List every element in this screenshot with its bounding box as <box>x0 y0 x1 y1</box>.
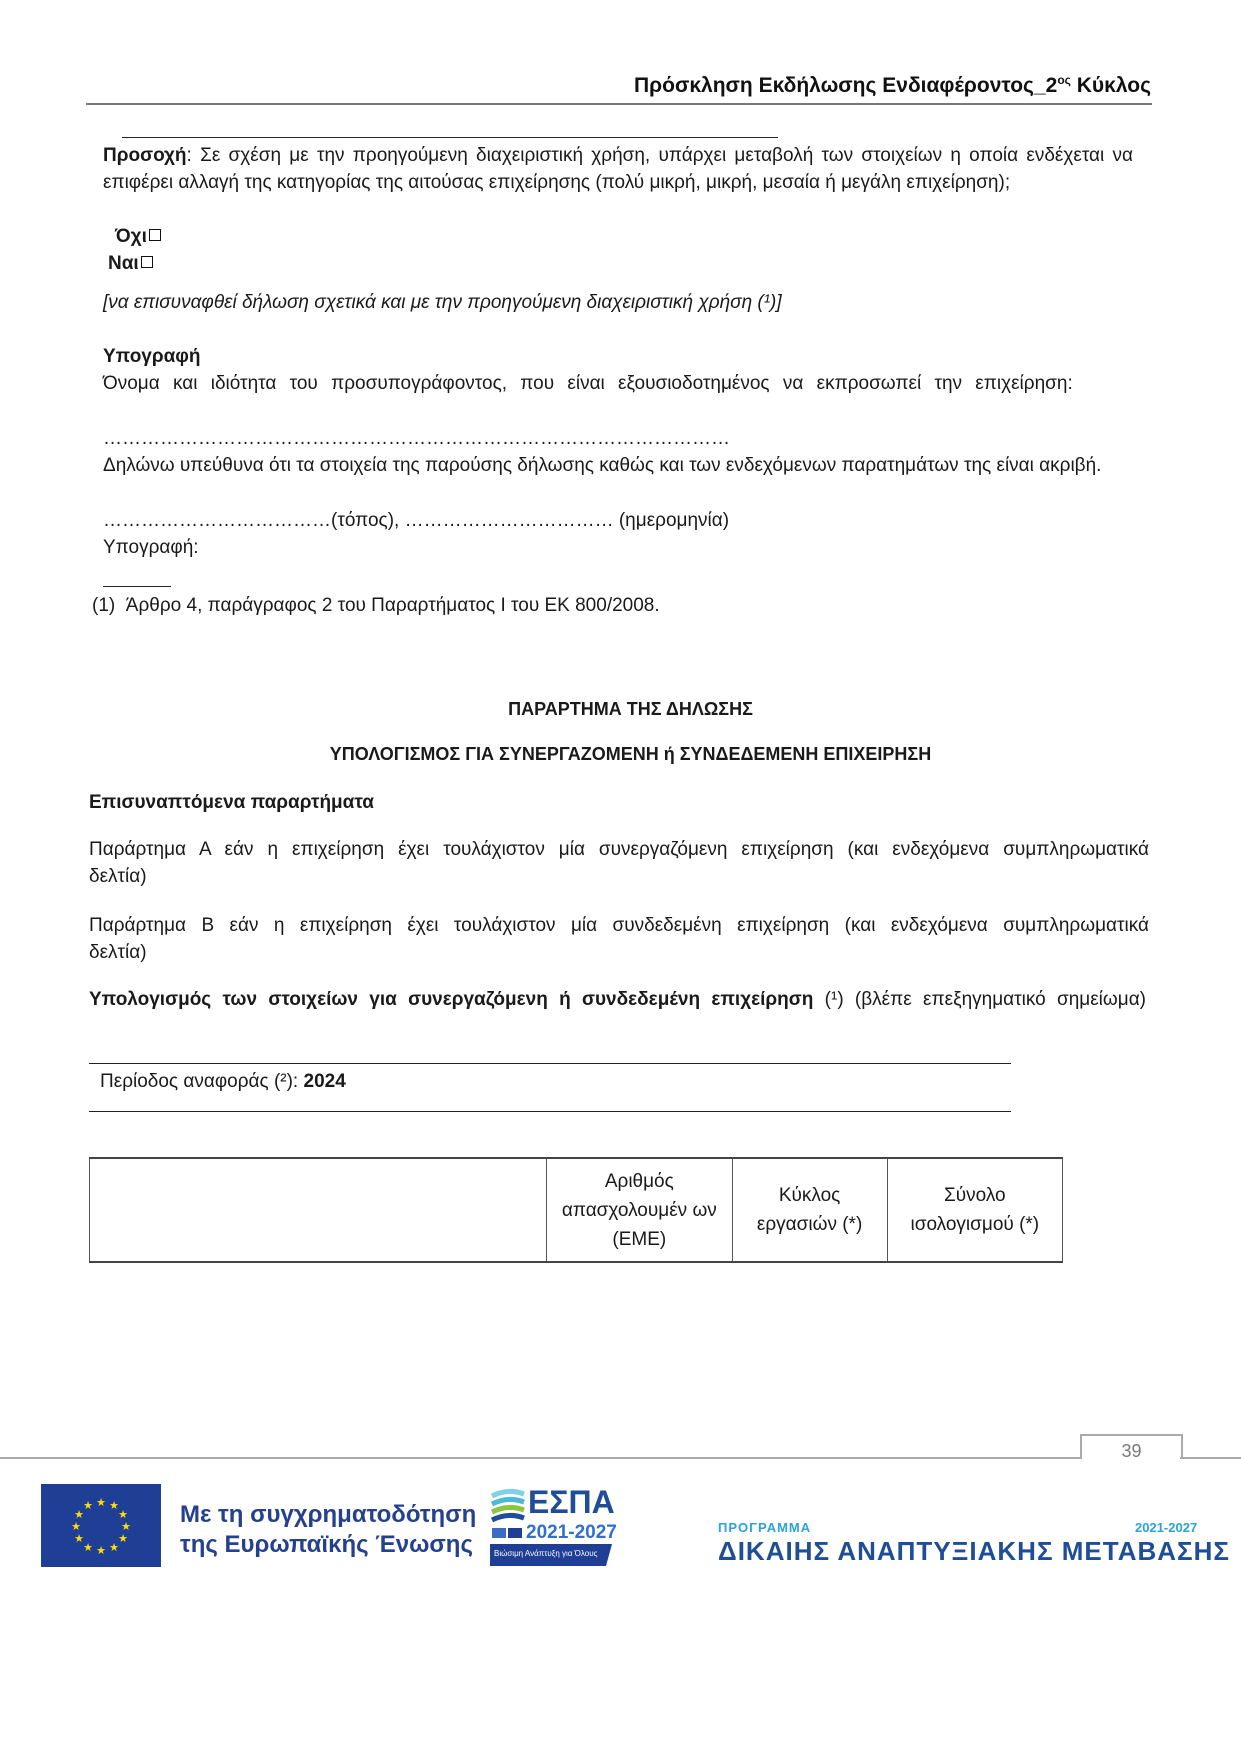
signature-label: Υπογραφή: <box>103 537 199 558</box>
svg-text:★: ★ <box>109 1499 119 1512</box>
annex-title: ΠΑΡΑΡΤΗΜΑ ΤΗΣ ΔΗΛΩΣΗΣ <box>508 699 753 719</box>
svg-text:★: ★ <box>71 1520 81 1533</box>
table-header-balance-sheet: Σύνολο ισολογισμού (*) <box>887 1158 1062 1262</box>
calculation-heading-rest: (¹) (βλέπε επεξηγηματικό σημείωμα) <box>813 989 1147 1010</box>
footnote <box>92 592 660 619</box>
period-value: 2024 <box>303 1071 346 1092</box>
footnote-text: Άρθρο 4, παράγραφος 2 του Παραρτήματος I του ΕΚ 800/2008. <box>125 595 660 616</box>
table-header-turnover: Κύκλος εργασιών (*) <box>732 1158 887 1262</box>
option-yes-label: Ναι <box>108 253 139 274</box>
checkbox-no[interactable] <box>149 229 161 241</box>
svg-text:★: ★ <box>74 1532 84 1545</box>
signatory-name-label: Όνομα και ιδιότητα του προσυπογράφοντος, που είναι εξουσιοδοτημένος να εκπροσωπεί την επιχείρηση: <box>103 373 1073 394</box>
footer-rule-right <box>1180 1457 1241 1459</box>
svg-text:★: ★ <box>83 1541 93 1554</box>
notice-text: : Σε σχέση με την προηγούμενη διαχειριστική χρήση, υπάρχει μεταβολή των στοιχείων η οποία ενδέχεται να επιφέρει αλλαγή της κατηγορίας της αιτούσας επιχείρησης (πολύ μικρή, μικρή, μεσαία ή μεγάλη επιχείρηση); <box>103 145 1133 193</box>
eu-cofunding-text <box>180 1500 476 1560</box>
svg-text:★: ★ <box>83 1499 93 1512</box>
option-yes[interactable] <box>108 250 153 277</box>
svg-text:★: ★ <box>118 1508 128 1521</box>
annex-a-text: Παράρτημα Α εάν η επιχείρηση έχει τουλάχιστον μία συνεργαζόμενη επιχείρηση (και ενδεχόμενα συμπληρωματικά δελτία) <box>89 839 1149 887</box>
svg-text:★: ★ <box>121 1520 131 1533</box>
footer-rule-left <box>0 1457 1080 1459</box>
page-header-title <box>634 74 1151 98</box>
notice-paragraph <box>103 142 1133 196</box>
table-header-employees: Αριθμός απασχολουμέν ων (ΕΜΕ) <box>547 1158 732 1262</box>
notice-label: Προσοχή <box>103 145 187 166</box>
name-dots-field[interactable]: ……………………………………………………………………………………… <box>103 428 730 449</box>
svg-text:★: ★ <box>109 1541 119 1554</box>
header-title-main: Πρόσκληση Εκδήλωσης Ενδιαφέροντος_2 <box>633 74 1058 97</box>
program-name: ΔΙΚΑΙΗΣ ΑΝΑΠΤΥΞΙΑΚΗΣ ΜΕΤΑΒΑΣΗΣ <box>718 1536 1231 1566</box>
checkbox-yes[interactable] <box>141 256 153 268</box>
eu-text-line1: Με τη συγχρηματοδότηση <box>180 1501 477 1528</box>
espa-title: ΕΣΠΑ <box>528 1484 615 1520</box>
reference-period <box>100 1068 346 1095</box>
period-label: Περίοδος αναφοράς (²): <box>100 1071 304 1092</box>
attach-note: [να επισυναφθεί δήλωση σχετικά και με την προηγούμενη διαχειριστική χρήση (¹)] <box>103 292 782 313</box>
espa-years: 2021-2027 <box>526 1522 617 1543</box>
calculation-table <box>89 1157 1063 1263</box>
annex-b-text: Παράρτημα Β εάν η επιχείρηση έχει τουλάχιστον μία συνδεδεμένη επιχείρηση (και ενδεχόμενα συμπληρωματικά δελτία) <box>89 915 1149 963</box>
eu-flag-icon <box>41 1484 161 1567</box>
page-number: 39 <box>1080 1434 1183 1459</box>
period-top-rule <box>89 1063 1011 1064</box>
separator-line <box>122 137 778 138</box>
svg-text:★: ★ <box>74 1508 84 1521</box>
attached-annexes-heading: Επισυναπτόμενα παραρτήματα <box>89 792 374 813</box>
header-rule <box>86 103 1152 105</box>
footnote-separator <box>103 586 171 587</box>
place-date-field[interactable]: ………………………………(τόπος), …………………………… (ημερομηνία) <box>103 510 730 531</box>
header-title-tail: Κύκλος <box>1070 74 1151 97</box>
program-label: ΠΡΟΓΡΑΜΜΑ <box>718 1520 812 1535</box>
svg-text:★: ★ <box>96 1544 106 1557</box>
eu-text-line2: της Ευρωπαϊκής Ένωσης <box>180 1531 473 1558</box>
header-title-sup: ος <box>1057 73 1071 87</box>
svg-text:★: ★ <box>118 1532 128 1545</box>
annex-subtitle: ΥΠΟΛΟΓΙΣΜΟΣ ΓΙΑ ΣΥΝΕΡΓΑΖΟΜΕΝΗ ή ΣΥΝΔΕΔΕΜΕΝΗ ΕΠΙΧΕΙΡΗΣΗ <box>329 744 932 764</box>
espa-logo <box>488 1486 618 1568</box>
calculation-heading <box>89 986 1149 1013</box>
table-header-row <box>90 1158 1063 1262</box>
option-no-label: Όχι <box>115 226 147 247</box>
table-header-empty <box>90 1158 547 1262</box>
program-years: 2021-2027 <box>1135 1520 1198 1535</box>
signature-heading: Υπογραφή <box>103 346 201 367</box>
period-bottom-rule <box>89 1111 1011 1112</box>
declaration-text: Δηλώνω υπεύθυνα ότι τα στοιχεία της παρούσης δήλωσης καθώς και των ενδεχόμενων παρατημάτων της είναι ακριβή. <box>103 455 1102 476</box>
svg-text:★: ★ <box>96 1496 106 1509</box>
calculation-heading-bold: Υπολογισμός των στοιχείων για συνεργαζόμενη ή συνδεδεμένη επιχείρηση <box>89 989 814 1010</box>
option-no[interactable] <box>115 223 161 250</box>
espa-tagline: Βιώσιμη Ανάπτυξη για Όλους <box>494 1549 598 1558</box>
footnote-marker: (1) <box>92 595 116 616</box>
